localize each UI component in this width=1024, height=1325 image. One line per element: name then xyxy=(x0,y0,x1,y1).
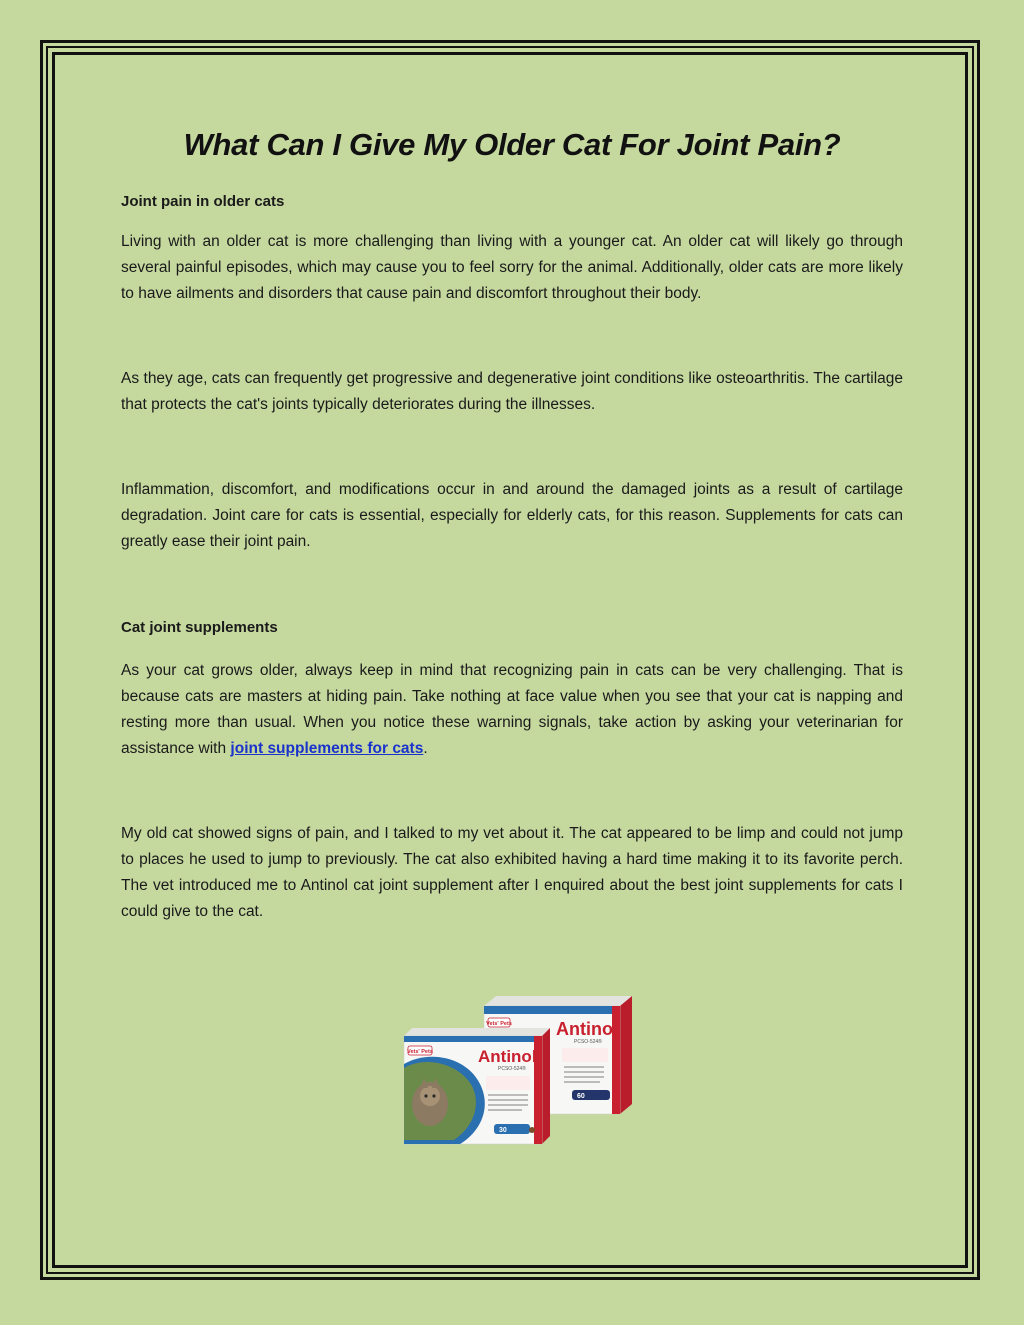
front-box xyxy=(404,1028,550,1144)
paragraph-4-end: . xyxy=(423,740,428,757)
product-image xyxy=(400,992,636,1150)
paragraph-3: Inflammation, discomfort, and modifications occur in and around the damaged joints as a result of cartilage degradation. Joint care for cats is essential, especially for elderly cats, for this reason. Supplements for cats can greatly ease their joint pain. xyxy=(121,481,903,550)
front-product-code: PCSO-524® xyxy=(498,1066,526,1072)
joint-supplements-link[interactable]: joint supplements for cats xyxy=(230,740,424,757)
front-product-name: Antinol xyxy=(478,1047,537,1066)
paragraph-5: My old cat showed signs of pain, and I talked to my vet about it. The cat appeared to be limp and could not jump to places he used to jump to previously. The cat also exhibited having a hard time making it to its favorite perch. The vet introduced me to Antinol cat joint supplement after I enquired about the best joint supplements for cats I could give to the cat. xyxy=(121,825,903,920)
paragraph-2: As they age, cats can frequently get progressive and degenerative joint conditions like osteoarthritis. The cartilage that protects the cat's joints typically deteriorates during the illnesses. xyxy=(121,370,903,413)
paragraph-1: Living with an older cat is more challenging than living with a younger cat. An older cat will likely go through several painful episodes, which may cause you to feel sorry for the animal. Additionally, older cats are more likely to have ailments and disorders that cause pain and discomfort throughout their body. xyxy=(121,233,903,302)
page-title: What Can I Give My Older Cat For Joint Pain? xyxy=(183,127,841,162)
back-brand-logo: Vets' Pets xyxy=(486,1021,512,1027)
back-product-code: PCSO-524® xyxy=(574,1039,602,1045)
paragraph-4-text: As your cat grows older, always keep in mind that recognizing pain in cats can be very challenging. That is because cats are masters at hiding pain. Take nothing at face value when you see that your cat is napping and resting more than usual. When you notice these warning signals, take action by asking your veterinarian for assistance with xyxy=(121,662,903,757)
back-product-name: Antinol xyxy=(556,1019,618,1039)
article xyxy=(121,118,903,925)
antinol-boxes-illustration xyxy=(400,992,636,1150)
front-box-count: 30 xyxy=(499,1127,507,1134)
back-box-count: 60 xyxy=(577,1093,585,1100)
paragraph-4 xyxy=(121,658,903,762)
section-heading-joint-pain: Joint pain in older cats xyxy=(121,193,285,210)
section-heading-supplements: Cat joint supplements xyxy=(121,619,278,636)
front-brand-logo: Vets' Pets xyxy=(407,1049,433,1055)
